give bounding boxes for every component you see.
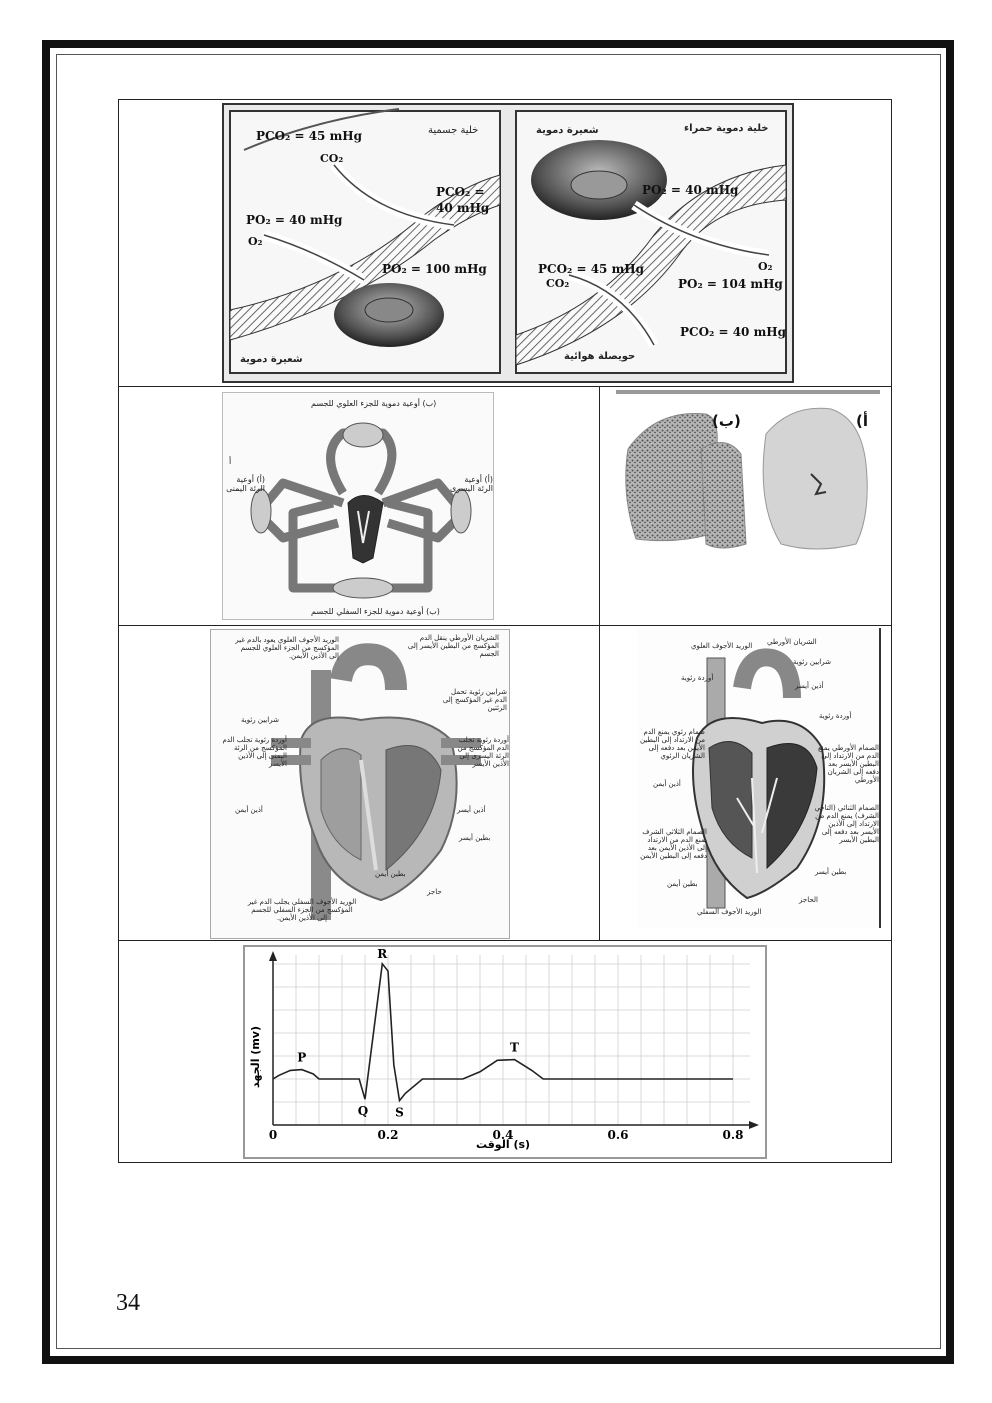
lungs-photo: [616, 390, 880, 552]
table-row-divider-2: [118, 625, 892, 626]
heart-right-pulm-veins-right-label: أوردة رئوية: [819, 712, 852, 720]
lung-label-b: (ب): [712, 412, 741, 430]
left-pco2-capillary-value: 40 mHg: [436, 201, 490, 215]
heart-right-pulm-valve-label: صمام رئوي يمنع الدم من الارتداد إلى البطين الأيمن بعد دفعه إلى الشريان الرئوي: [639, 728, 705, 760]
frame-corner-bl: [42, 1324, 82, 1364]
circulation-top-label: (ب) أوعية دموية للجزء العلوي للجسم: [311, 399, 437, 408]
lungs-illustration: [616, 394, 880, 552]
heart-left-pulm-artery-label: شرايين رئوية: [241, 716, 279, 724]
heart-right-pulm-artery-label: شرايين رئوية: [793, 658, 831, 666]
circulation-right-lung-label: (أ) أوعية الرئة اليمنى: [226, 475, 265, 493]
heart-left-right-ventricle-label: بطين أيمن: [375, 870, 406, 878]
left-po2-cell-label: PO₂ = 40 mHg: [246, 213, 343, 227]
right-pco2-alveolus-label: PCO₂ = 40 mHg: [680, 325, 786, 339]
right-capillary-label: شعيرة دموية: [536, 125, 599, 136]
heart-left-aorta-label: الشريان الأورطي ينقل الدم المؤكسج من البطين الأيسر إلى الجسم: [407, 634, 499, 658]
frame-inner-top: [56, 54, 940, 55]
frame-corner-br: [914, 1324, 954, 1364]
heart-right-tricuspid-label: الصمام الثلاثي الشرف يمنع الدم من الارتداد إلى الأذين الأيمن بعد دفعه إلى البطين الأيمن: [640, 828, 707, 860]
circulation-bottom-label: (ب) أوعية دموية للجزء السفلي للجسم: [311, 607, 440, 616]
table-row-divider-1: [118, 386, 892, 387]
ecg-x-tick-label: 0.4: [492, 1128, 514, 1142]
ecg-wave-label-s: S: [395, 1105, 404, 1120]
circulation-illustration: [223, 393, 494, 620]
lung-label-a: (أ: [856, 412, 869, 430]
ecg-y-axis-label: الجهد (mv): [249, 1026, 262, 1088]
right-po2-alveolus-label: PO₂ = 104 mHg: [678, 277, 783, 291]
heart-left-pulm-artery-right-label: شرايين رئوية تحمل الدم غير المؤكسج إلى الرئتين: [442, 688, 507, 712]
ecg-wave-label-q: Q: [357, 1104, 369, 1119]
circulation-left-lung-label: (أ) أوعية الرئة اليسرى: [449, 475, 493, 493]
table-row-divider-3: [118, 940, 892, 941]
right-pco2-blood-label: PCO₂ = 45 mHg: [538, 262, 644, 276]
frame-inner-right: [940, 54, 941, 1349]
heart-left-svc-label: الوريد الأجوف العلوي يعود بالدم غير المؤكسج من الجزء العلوي للجسم إلى الأذين الأيمن.: [235, 636, 339, 660]
left-capillary-label: شعيرة دموية: [240, 354, 303, 365]
heart-right-right-atrium-label: أذين أيمن: [653, 780, 681, 788]
heart-diagram-left: [210, 629, 510, 939]
ecg-x-tick-label: 0.2: [377, 1128, 399, 1142]
heart-right-left-atrium-label: أذين أيسر: [795, 682, 824, 690]
heart-left-left-atrium-label: أذين أيسر: [457, 806, 486, 814]
ecg-wave-label-p: P: [297, 1050, 307, 1065]
ecg-chart: [243, 945, 767, 1159]
heart-right-septum-label: الحاجز: [799, 896, 818, 904]
ecg-wave-label-r: R: [377, 947, 388, 961]
left-pco2-cell-label: PCO₂ = 45 mHg: [256, 129, 362, 143]
frame-corner-tr: [914, 40, 954, 80]
heart-illustration-left: [211, 630, 510, 939]
ecg-x-tick-label: 0.6: [607, 1128, 629, 1142]
ecg-x-axis-arrow: [749, 1121, 759, 1129]
heart-right-left-ventricle-label: بطين أيسر: [815, 868, 847, 876]
frame-left-border: [42, 74, 50, 1326]
heart-right-pulm-vein-label: أوردة رئوية: [681, 674, 714, 682]
right-po2-blood-label: PO₂ = 40 mHg: [642, 183, 739, 197]
heart-right-svc-label: الوريد الأجوف العلوي: [691, 642, 753, 650]
left-o2-label: O₂: [248, 235, 263, 248]
frame-right-border: [946, 74, 954, 1326]
right-alveolus-label: حويصلة هوائية: [564, 351, 636, 362]
frame-inner-left: [56, 54, 57, 1349]
frame-inner-bottom: [56, 1348, 940, 1349]
heart-left-pulm-vein-right-label: أوردة رئوية تجلب الدم المؤكسج من الرئة اليسرى إلى الأذين الأيسر: [457, 736, 509, 768]
heart-diagram-right: [637, 628, 881, 928]
circulation-diagram: [222, 392, 494, 620]
heart-left-right-atrium-label: أذين أيمن: [235, 806, 263, 814]
ecg-y-axis-arrow: [269, 951, 277, 961]
gas-exchange-illustration: [224, 105, 792, 381]
frame-top-border: [72, 40, 924, 48]
gas-exchange-figure: [222, 103, 794, 383]
heart-right-aorta-label: الشريان الأورطي: [767, 638, 817, 646]
left-po2-blood-label: PO₂ = 100 mHg: [382, 262, 487, 276]
heart-left-ivc-label: الوريد الأجوف السفلي يجلب الدم غير المؤكسج من الجزء السفلي للجسم إلى الأذين الأيمن.: [247, 898, 357, 922]
table-column-divider: [599, 386, 600, 940]
right-rbc-label: خلية دموية حمراء: [684, 123, 769, 134]
right-o2-label: O₂: [758, 260, 773, 273]
ecg-wave-label-t: T: [510, 1040, 519, 1055]
page-number: 34: [116, 1290, 140, 1316]
heart-left-septum-label: حاجز: [427, 888, 442, 896]
right-co2-label: CO₂: [546, 277, 570, 290]
left-body-cell-label: خلية جسمية: [428, 125, 479, 136]
ecg-x-tick-label: 0: [268, 1128, 278, 1142]
left-pco2-capillary-label: PCO₂ =: [436, 185, 485, 199]
heart-right-right-ventricle-label: بطين أيمن: [667, 880, 698, 888]
heart-right-ivc-label: الوريد الأجوف السفلي: [697, 908, 762, 916]
ecg-x-axis-label: الوقت (s): [475, 1138, 531, 1151]
frame-corner-tl: [42, 40, 82, 80]
heart-right-mitral-label: الصمام الثنائي (التاجي الشرف) يمنع الدم من الارتداد إلى الأذين الأيسر بعد دفعه إلى البطين الأيسر: [814, 804, 879, 844]
ecg-chart-svg: [245, 947, 765, 1157]
heart-right-aortic-valve-label: الصمام الأورطي يمنع الدم من الارتداد إلى البطين الأيسر بعد دفعه إلى الشريان الأورطي: [817, 744, 879, 784]
circulation-mark: أ: [229, 457, 232, 466]
heart-left-left-ventricle-label: بطين أيسر: [459, 834, 491, 842]
heart-left-pulm-vein-left-label: أوردة رئوية تجلب الدم المؤكسج من الرئة اليمنى إلى الأذين الأيسر: [222, 736, 287, 768]
frame-bottom-border: [72, 1356, 924, 1364]
ecg-x-tick-label: 0.8: [722, 1128, 744, 1142]
left-co2-label: CO₂: [320, 152, 344, 165]
